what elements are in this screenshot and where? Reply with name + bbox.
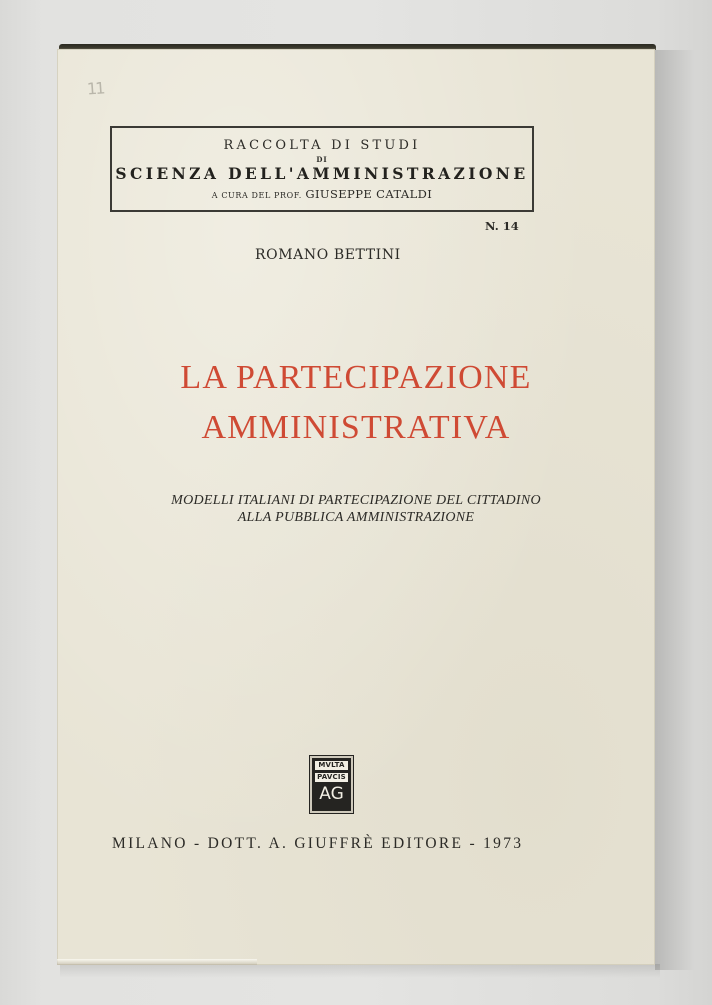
bottom-crease [57, 959, 257, 965]
author-name: ROMANO BETTINI [255, 247, 401, 263]
series-title: SCIENZA DELL'AMMINISTRAZIONE [115, 164, 529, 183]
volume-number: N. 14 [485, 219, 519, 233]
logo-monogram: AG [319, 784, 344, 804]
pencil-mark: 11 [86, 78, 105, 99]
logo-line1: MVLTA [315, 761, 348, 770]
book-cover [57, 49, 655, 965]
cover-shadow-bottom [60, 964, 660, 978]
series-line1: RACCOLTA DI STUDI [223, 138, 421, 153]
curator-name: GIUSEPPE CATALDI [305, 187, 433, 201]
series-line2: DI [316, 155, 328, 164]
subtitle-line1: MODELLI ITALIANI DI PARTECIPAZIONE DEL CITTADINO [171, 493, 541, 508]
logo-line2: PAVCIS [315, 773, 348, 782]
publisher-imprint: MILANO - DOTT. A. GIUFFRÈ EDITORE - 1973 [112, 835, 524, 852]
series-curator [112, 187, 532, 201]
book-title-line1: LA PARTECIPAZIONE [180, 359, 532, 396]
publisher-logo-icon [310, 756, 353, 813]
cover-shadow-right [655, 50, 695, 970]
curator-prefix: A CURA DEL PROF. [211, 191, 302, 200]
series-box [110, 126, 534, 212]
subtitle-line2: ALLA PUBBLICA AMMINISTRAZIONE [237, 510, 475, 525]
book-title-line2: AMMINISTRATIVA [201, 409, 511, 446]
